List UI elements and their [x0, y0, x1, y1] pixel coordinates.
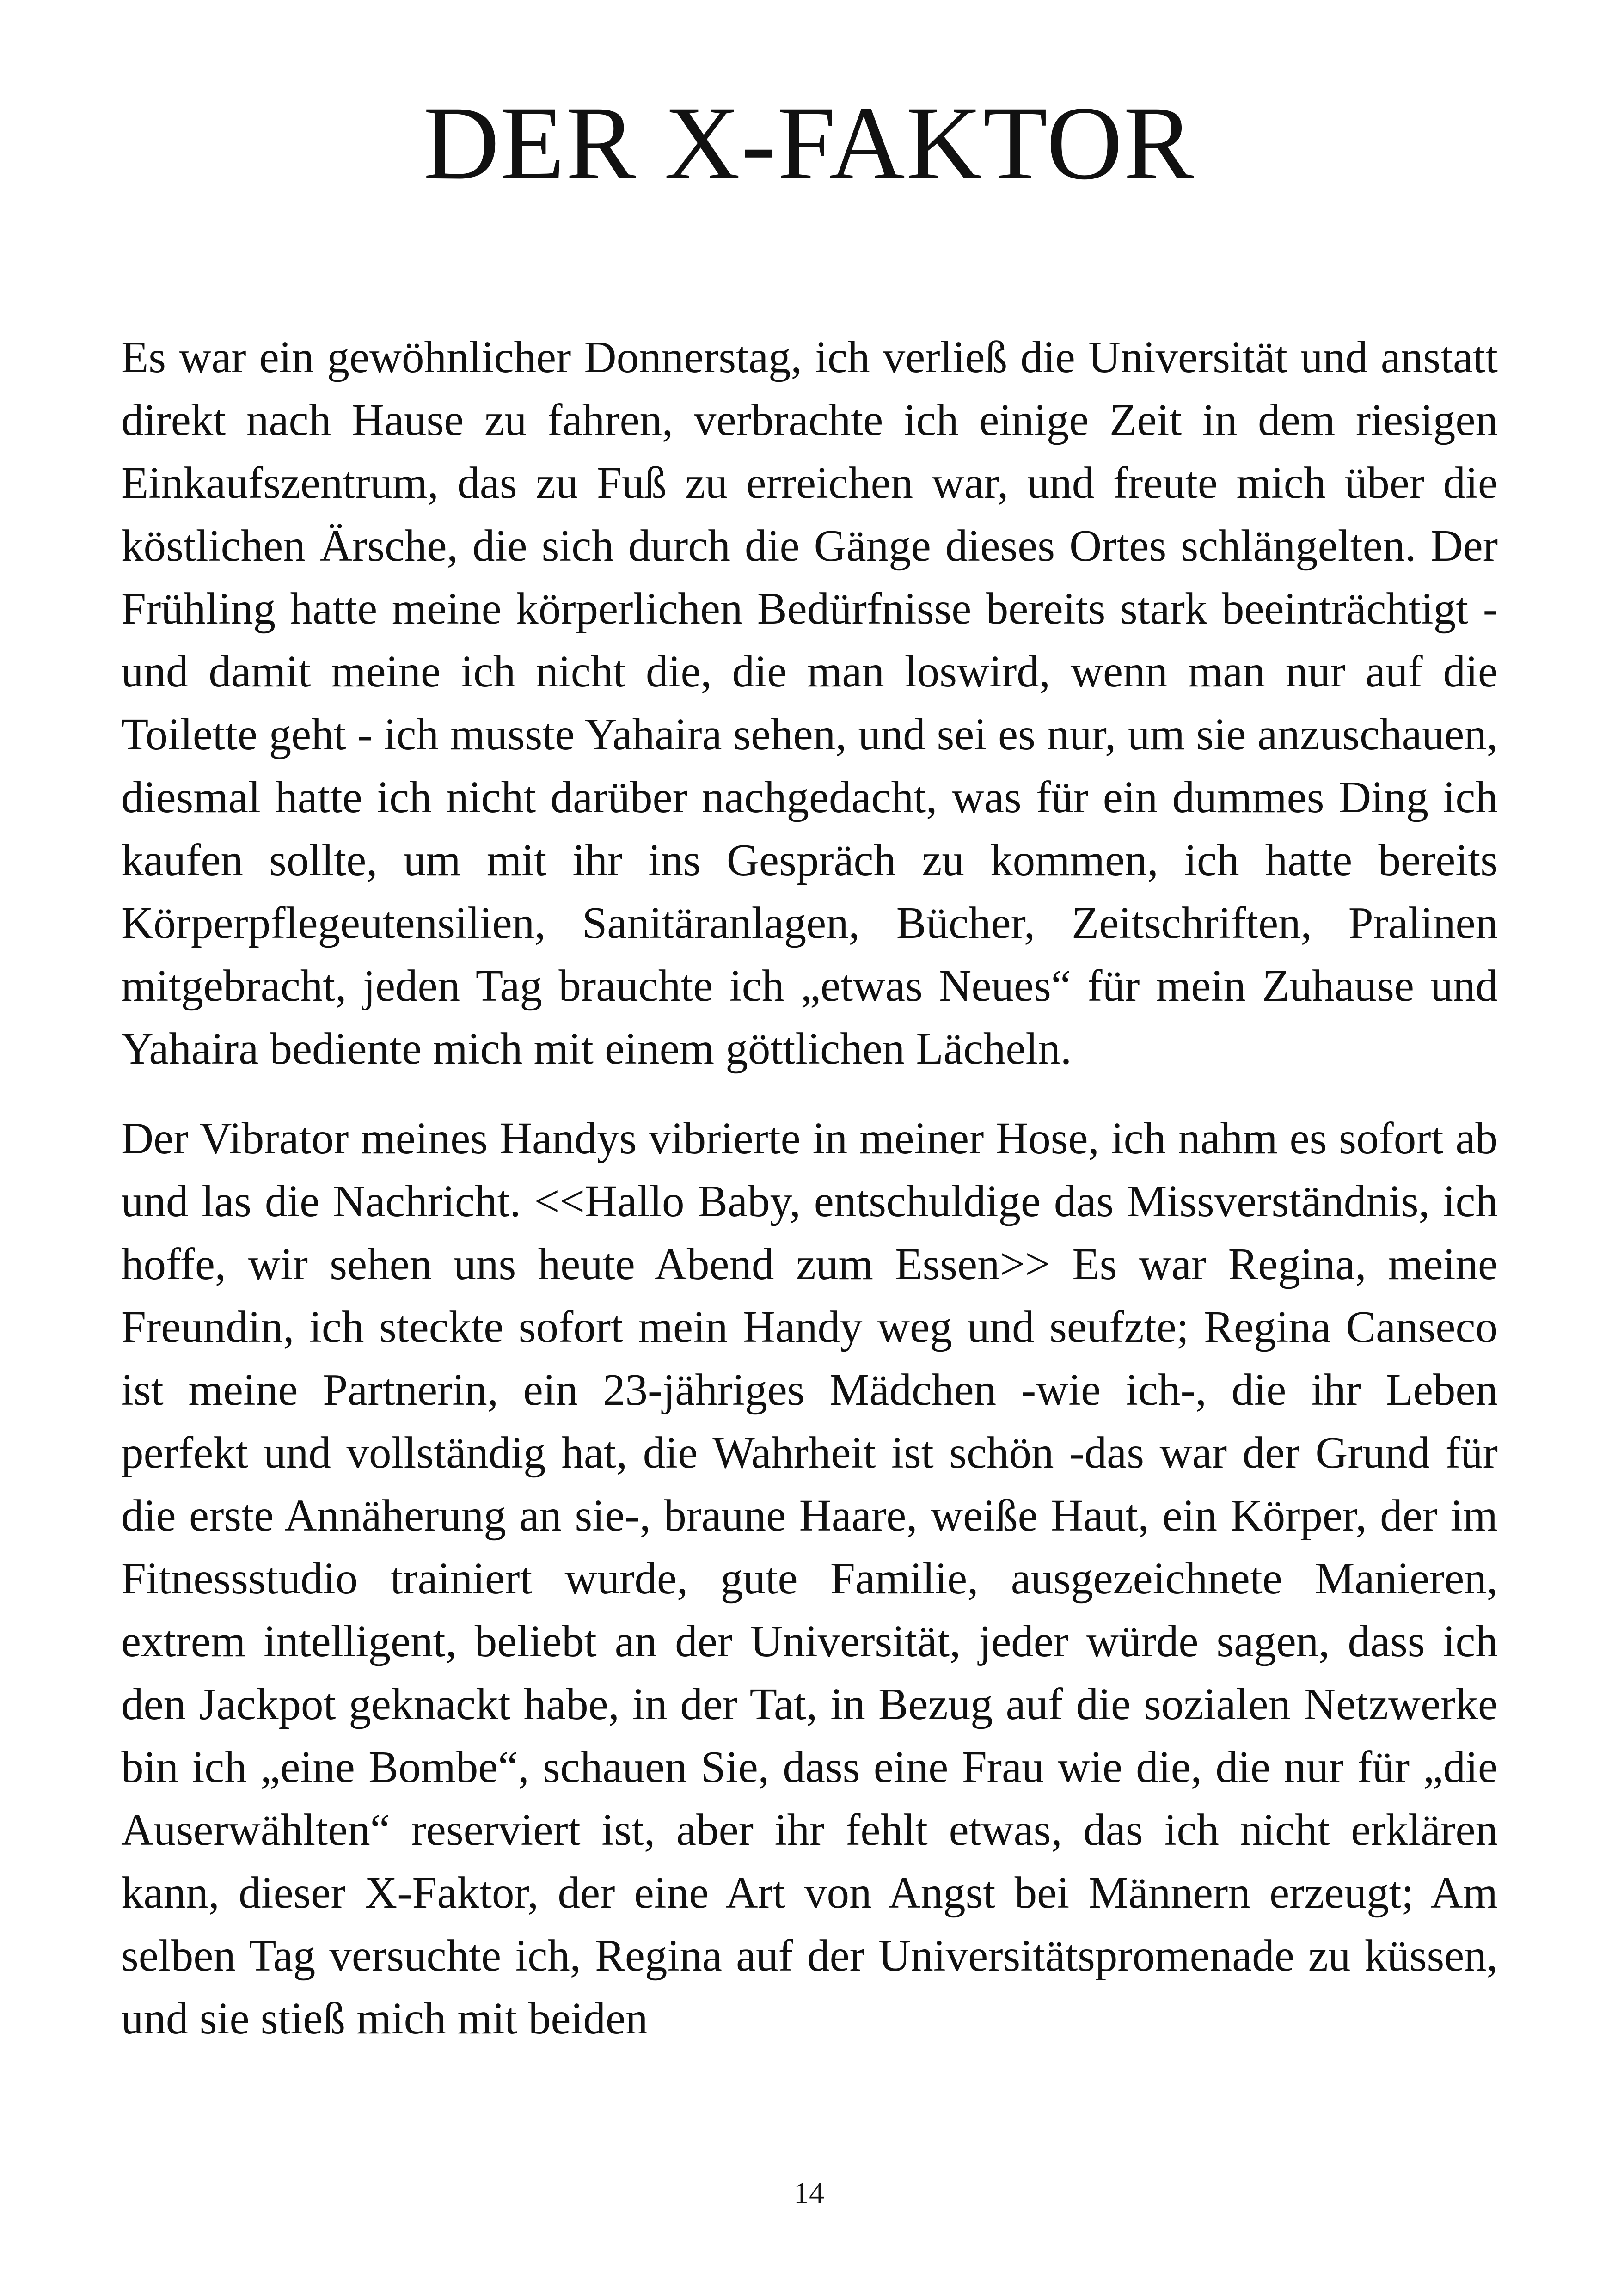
chapter-title: DER X-FAKTOR: [423, 85, 1195, 202]
paragraph-1: Es war ein gewöhnlicher Donnerstag, ich verließ die Universität und anstatt direkt nach Hause zu fahren, verbrachte ich einige Zeit in dem riesigen Einkaufszentrum, das zu Fuß zu erreichen war, und freute mich über die köstlichen Ärsche, die sich durch die Gänge dieses Ortes schlängelten. Der Frühling hatte meine körperlichen Bedürfnisse bereits stark beeinträchtigt - und damit meine ich nicht die, die man loswird, wenn man nur auf die Toilette geht - ich musste Yahaira sehen, und sei es nur, um sie anzuschauen, diesmal hatte ich nicht darüber nachgedacht, was für ein dummes Ding ich kaufen sollte, um mit ihr ins Gespräch zu kommen, ich hatte bereits Körperpflegeutensilien, Sanitäranlagen, Bücher, Zeitschriften, Pralinen mitgebracht, jeden Tag brauchte ich „etwas Neues“ für mein Zuhause und Yahaira bediente mich mit einem göttlichen Lächeln.: [121, 332, 1498, 1073]
chapter-body: [121, 326, 1498, 2077]
paragraph-2: Der Vibrator meines Handys vibrierte in meiner Hose, ich nahm es sofort ab und las die Nachricht. <<Hallo Baby, entschuldige das Missverständnis, ich hoffe, wir sehen uns heute Abend zum Essen>> Es war Regina, meine Freundin, ich steckte sofort mein Handy weg und seufzte; Regina Canseco ist meine Partnerin, ein 23-jähriges Mädchen -wie ich-, die ihr Leben perfekt und vollständig hat, die Wahrheit ist schön -das war der Grund für die erste Annäherung an sie-, braune Haare, weiße Haut, ein Körper, der im Fitnessstudio trainiert wurde, gute Familie, ausgezeichnete Manieren, extrem intelligent, beliebt an der Universität, jeder würde sagen, dass ich den Jackpot geknackt habe, in der Tat, in Bezug auf die sozialen Netzwerke bin ich „eine Bombe“, schauen Sie, dass eine Frau wie die, die nur für „die Auserwählten“ reserviert ist, aber ihr fehlt etwas, das ich nicht erklären kann, dieser X-Faktor, der eine Art von Angst bei Männern erzeugt; Am selben Tag versuchte ich, Regina auf der Universitätspromenade zu küssen, und sie stieß mich mit beiden: [121, 1114, 1498, 2043]
page-number: 14: [794, 2176, 824, 2210]
